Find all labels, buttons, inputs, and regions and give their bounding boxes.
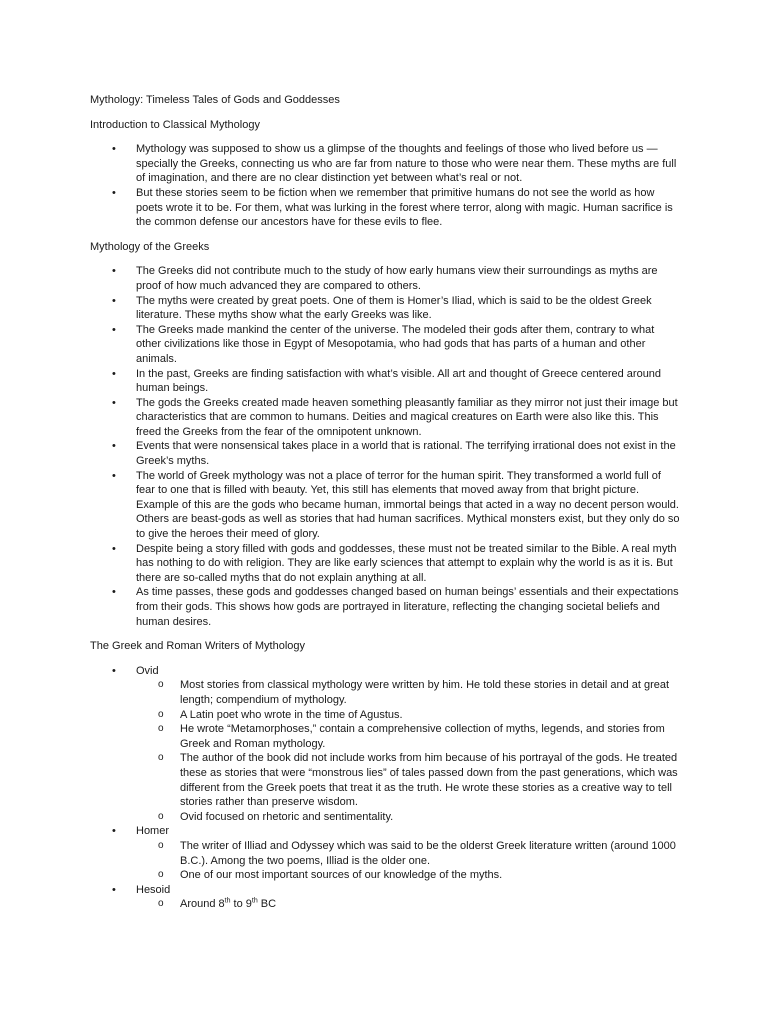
sub-bullet-icon: o	[158, 708, 164, 720]
list-item: • In the past, Greeks are finding satisfaction with what’s visible. All art and thought of Greece centered around human beings.	[112, 367, 662, 395]
bullet-icon: •	[112, 469, 116, 482]
bullet-icon: •	[112, 367, 116, 380]
writer-name: Homer	[136, 825, 170, 838]
ovid-sublist	[136, 678, 682, 824]
list-item: • Mythology was supposed to show us a glimpse of the thoughts and feelings of those who lived before us — specially the Greeks, connecting us who are far from nature to those who were near them. These myths are full of imagination, and there are no clear distinction yet between what’s real or not.	[112, 143, 677, 185]
bullet-icon: •	[112, 883, 116, 896]
introduction-list	[90, 142, 682, 230]
greeks-list	[90, 264, 682, 629]
sub-bullet-icon: o	[158, 810, 164, 822]
sub-list-item: o Ovid focused on rhetoric and sentimentality.	[158, 810, 394, 823]
bullet-icon: •	[112, 586, 116, 599]
sub-bullet-icon: o	[158, 898, 164, 910]
bullet-icon: •	[112, 265, 116, 278]
hesoid-sublist	[136, 897, 682, 912]
list-item: • The gods the Greeks created made heaven something pleasantly familiar as they mirror not just their image but characteristics that are common to humans. Deities and magical creatures on Earth were also like this. This freed the Greeks from the fear of the omnipotent unknown.	[112, 396, 678, 438]
writer-item-hesoid	[90, 883, 682, 912]
writer-name: Ovid	[136, 664, 159, 677]
writer-item-homer	[90, 824, 682, 882]
section-heading-writers: The Greek and Roman Writers of Mythology	[90, 640, 305, 653]
list-item: • The Greeks did not contribute much to the study of how early humans view their surroundings as myths are proof of how much advanced they are compared to others.	[112, 265, 658, 292]
list-item: • Events that were nonsensical takes place in a world that is rational. The terrifying irrational does not exist in the Greek’s myths.	[112, 440, 676, 468]
sub-bullet-icon: o	[158, 679, 164, 691]
sub-bullet-icon: o	[158, 752, 164, 764]
sub-list-item: o A Latin poet who wrote in the time of Agustus.	[158, 708, 403, 721]
writer-name: Hesoid	[136, 883, 171, 896]
sub-list-item: o Around 8th to 9th BC	[158, 897, 277, 911]
list-item: • The world of Greek mythology was not a place of terror for the human spirit. They transformed a world full of fear to one that is filled with beauty. Yet, this still has elements that moved away from that bright picture. Example of this are the gods who became human, immortal beings that acted in a way no decent person would. Others are beast-gods as well as stories that had human sacrifices. Mythical monsters exist, but they only do so to give the heroes their meed of glory.	[112, 469, 680, 541]
section-heading-greeks: Mythology of the Greeks	[90, 240, 210, 253]
bullet-icon: •	[112, 396, 116, 409]
sub-list-item: o The writer of Illiad and Odyssey which was said to be the olderst Greek literature written (around 1000 B.C.). Among the two poems, Illiad is the older one.	[158, 839, 676, 867]
sub-bullet-icon: o	[158, 869, 164, 881]
bullet-icon: •	[112, 664, 116, 677]
bullet-icon: •	[112, 323, 116, 336]
bullet-icon: •	[112, 186, 116, 199]
bullet-icon: •	[112, 825, 116, 838]
document-page	[90, 93, 682, 922]
writer-item-ovid	[90, 664, 682, 825]
sub-bullet-icon: o	[158, 723, 164, 735]
sub-bullet-icon: o	[158, 839, 164, 851]
document-title: Mythology: Timeless Tales of Gods and Goddesses	[90, 94, 340, 106]
section-heading-introduction: Introduction to Classical Mythology	[90, 118, 260, 131]
bullet-icon: •	[112, 143, 116, 156]
list-item: • As time passes, these gods and goddesses changed based on human beings’ essentials and their expectations from their gods. This shows how gods are portrayed in literature, reflecting the changing societal beliefs and human desires.	[112, 586, 679, 628]
bullet-icon: •	[112, 440, 116, 453]
sub-list-item: o The author of the book did not include works from him because of his portrayal of the gods. He treated these as stories that were “monstrous lies” of tales passed down from the past generations, which was different from the Greek poets that treat it as the truth. He wrote these stories as a creative way to tell stories rather than preserve wisdom.	[158, 752, 678, 809]
list-item: • But these stories seem to be fiction when we remember that primitive humans do not see the world as how poets wrote it to be. For them, what was lurking in the forest where terror, along with magic. Human sacrifice is the common defense our ancestors have for these evils to flee.	[112, 186, 673, 229]
sub-list-item: o Most stories from classical mythology were written by him. He told these stories in detail and at great length; compendium of mythology.	[158, 679, 670, 706]
list-item: • Despite being a story filled with gods and goddesses, these must not be treated similar to the Bible. A real myth has nothing to do with religion. They are like early sciences that attempt to explain why the world is as it is. But there are so-called myths that do not explain anything at all.	[112, 542, 677, 584]
sub-list-item: o One of our most important sources of our knowledge of the myths.	[158, 869, 503, 882]
bullet-icon: •	[112, 542, 116, 555]
list-item: • The Greeks made mankind the center of the universe. The modeled their gods after them, contrary to what other civilizations like those in Egypt of Mesopotamia, who had gods that has parts of a human and other animals.	[112, 323, 655, 365]
sub-list-item: o He wrote “Metamorphoses,” contain a comprehensive collection of myths, legends, and stories from Greek and Roman mythology.	[158, 723, 665, 750]
homer-sublist	[136, 839, 682, 883]
writers-list	[90, 664, 682, 912]
list-item: • The myths were created by great poets. One of them is Homer’s Iliad, which is said to be the oldest Greek literature. These myths show what the early Greeks was like.	[112, 294, 652, 322]
bullet-icon: •	[112, 294, 116, 307]
